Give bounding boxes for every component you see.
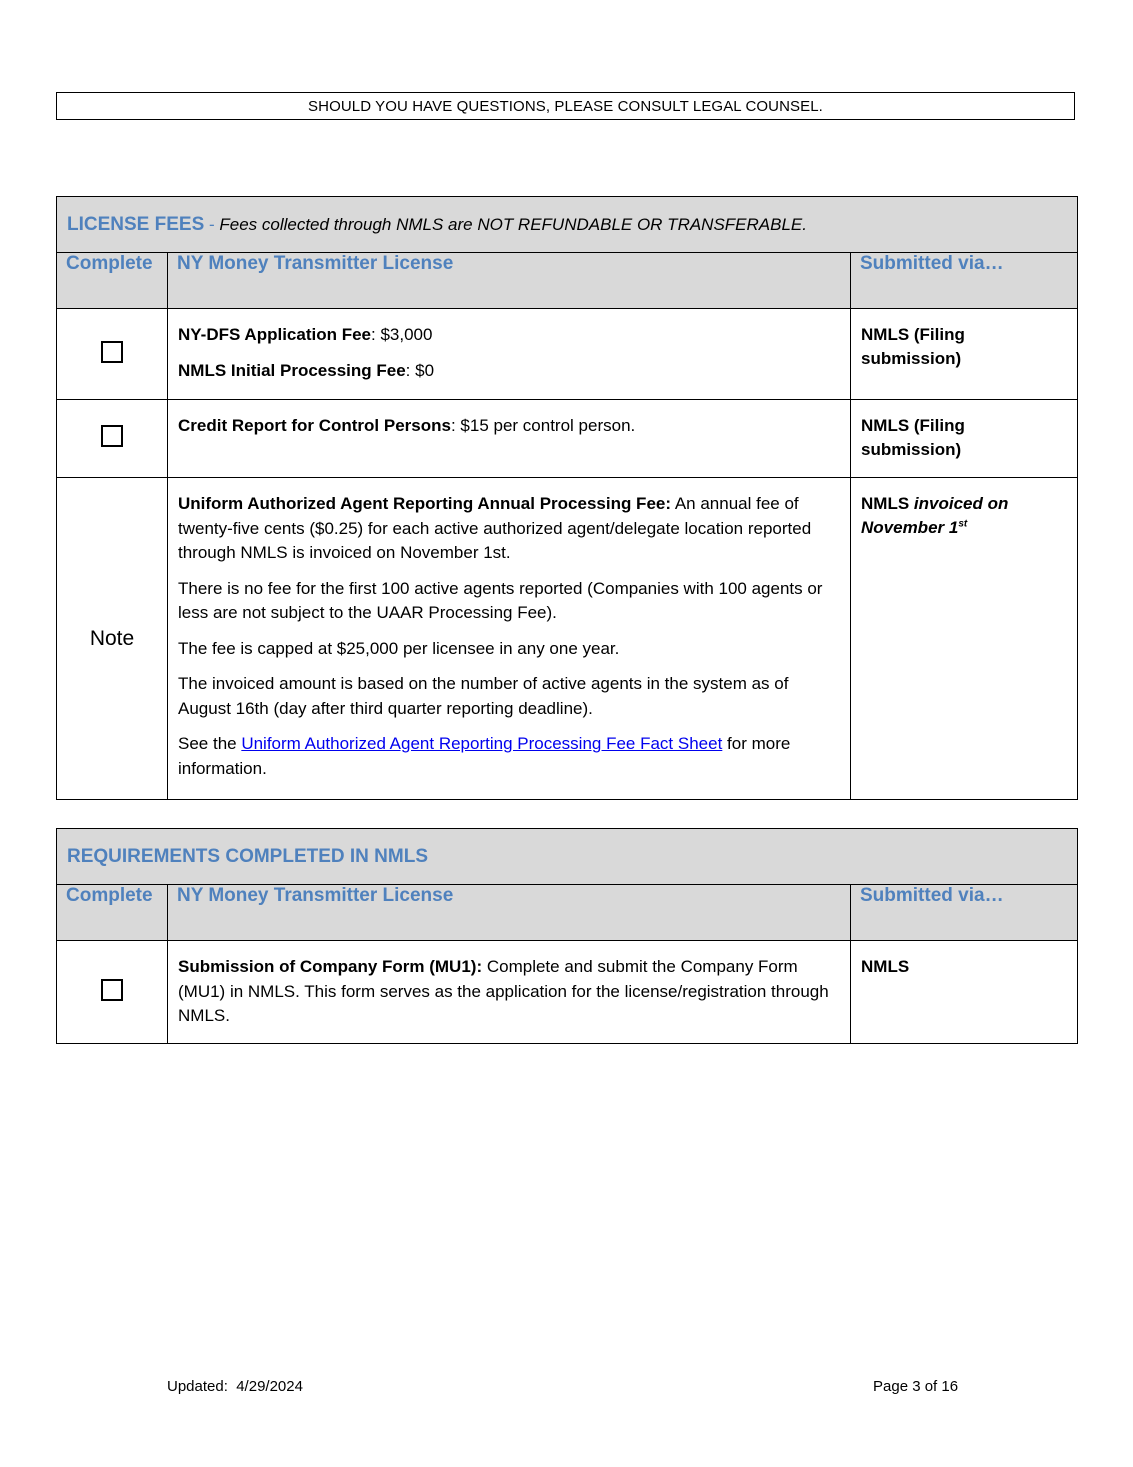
legal-counsel-banner: SHOULD YOU HAVE QUESTIONS, PLEASE CONSULT LEGAL COUNSEL. — [56, 92, 1075, 120]
requirement-description — [168, 941, 851, 1044]
via-invoiced: invoiced on November 1 — [861, 494, 1009, 537]
submitted-via: NMLS — [851, 941, 1078, 1044]
col-header-via: Submitted via… — [851, 253, 1078, 309]
fee-label: NY-DFS Application Fee — [178, 325, 372, 344]
fee-text: The fee is capped at $25,000 per licensee in any one year. — [178, 638, 620, 658]
col-header-license: NY Money Transmitter License — [168, 253, 851, 309]
requirements-table — [56, 828, 1078, 1044]
via-nmls: NMLS — [861, 494, 910, 513]
uaar-fee-description — [168, 478, 851, 800]
requirements-header-row — [57, 885, 1078, 941]
table-row — [57, 309, 1078, 400]
submitted-via: NMLS (Filing submission) — [851, 400, 1078, 478]
complete-checkbox[interactable] — [101, 425, 123, 447]
requirement-label: Submission of Company Form (MU1): — [178, 957, 483, 976]
fee-text: The invoiced amount is based on the number of active agents in the system as of August 16th (day after third quarter reporting deadline). — [178, 674, 789, 718]
requirements-title: REQUIREMENTS COMPLETED IN NMLS — [67, 845, 429, 867]
license-fees-title-row — [57, 197, 1078, 253]
license-fees-header-row — [57, 253, 1078, 309]
submitted-via: NMLS (Filing submission) — [851, 309, 1078, 400]
complete-checkbox[interactable] — [101, 979, 123, 1001]
fee-text: An annual fee of twenty-five cents ($0.25) for each active authorized agent/delegate location reported through NMLS is invoiced on November 1st. — [178, 494, 812, 562]
complete-checkbox[interactable] — [101, 341, 123, 363]
complete-cell — [57, 400, 168, 478]
title-dash: - — [204, 214, 220, 234]
fee-text: for more information. — [178, 734, 791, 778]
fee-description — [168, 400, 851, 478]
requirements-title-row — [57, 829, 1078, 885]
table-row — [57, 400, 1078, 478]
submitted-via — [851, 478, 1078, 800]
fee-value: : $15 per control person. — [450, 416, 636, 435]
via-sup: st — [958, 518, 968, 530]
fee-text: There is no fee for the first 100 active agents reported (Companies with 100 agents or less are not subject to the UAAR Processing Fee). — [178, 578, 823, 622]
col-header-via: Submitted via… — [851, 885, 1078, 941]
updated-date: Updated: 4/29/2024 — [167, 1378, 303, 1395]
license-fees-subtitle: Fees collected through NMLS are NOT REFUNDABLE OR TRANSFERABLE. — [219, 214, 807, 234]
license-fees-title: LICENSE FEES — [67, 213, 205, 235]
table-row — [57, 478, 1078, 800]
fee-text: See the — [178, 734, 242, 753]
fee-value: : $3,000 — [371, 325, 433, 344]
fee-label: Uniform Authorized Agent Reporting Annual Processing Fee: — [178, 494, 672, 513]
fact-sheet-link[interactable]: Uniform Authorized Agent Reporting Processing Fee Fact Sheet — [241, 734, 723, 753]
fee-label: Credit Report for Control Persons — [178, 416, 451, 435]
fee-description — [168, 309, 851, 400]
note-label: Note — [57, 478, 168, 800]
complete-cell — [57, 941, 168, 1044]
requirement-text: Complete and submit the Company Form (MU1) in NMLS. This form serves as the application for the license/registration through NMLS. — [178, 957, 829, 1025]
license-fees-table — [56, 196, 1078, 800]
col-header-complete: Complete — [57, 253, 168, 309]
col-header-complete: Complete — [57, 885, 168, 941]
page-number: Page 3 of 16 — [873, 1378, 959, 1395]
table-row — [57, 941, 1078, 1044]
fee-value: : $0 — [405, 360, 435, 380]
complete-cell — [57, 309, 168, 400]
col-header-license: NY Money Transmitter License — [168, 885, 851, 941]
fee-label: NMLS Initial Processing Fee — [178, 360, 406, 380]
